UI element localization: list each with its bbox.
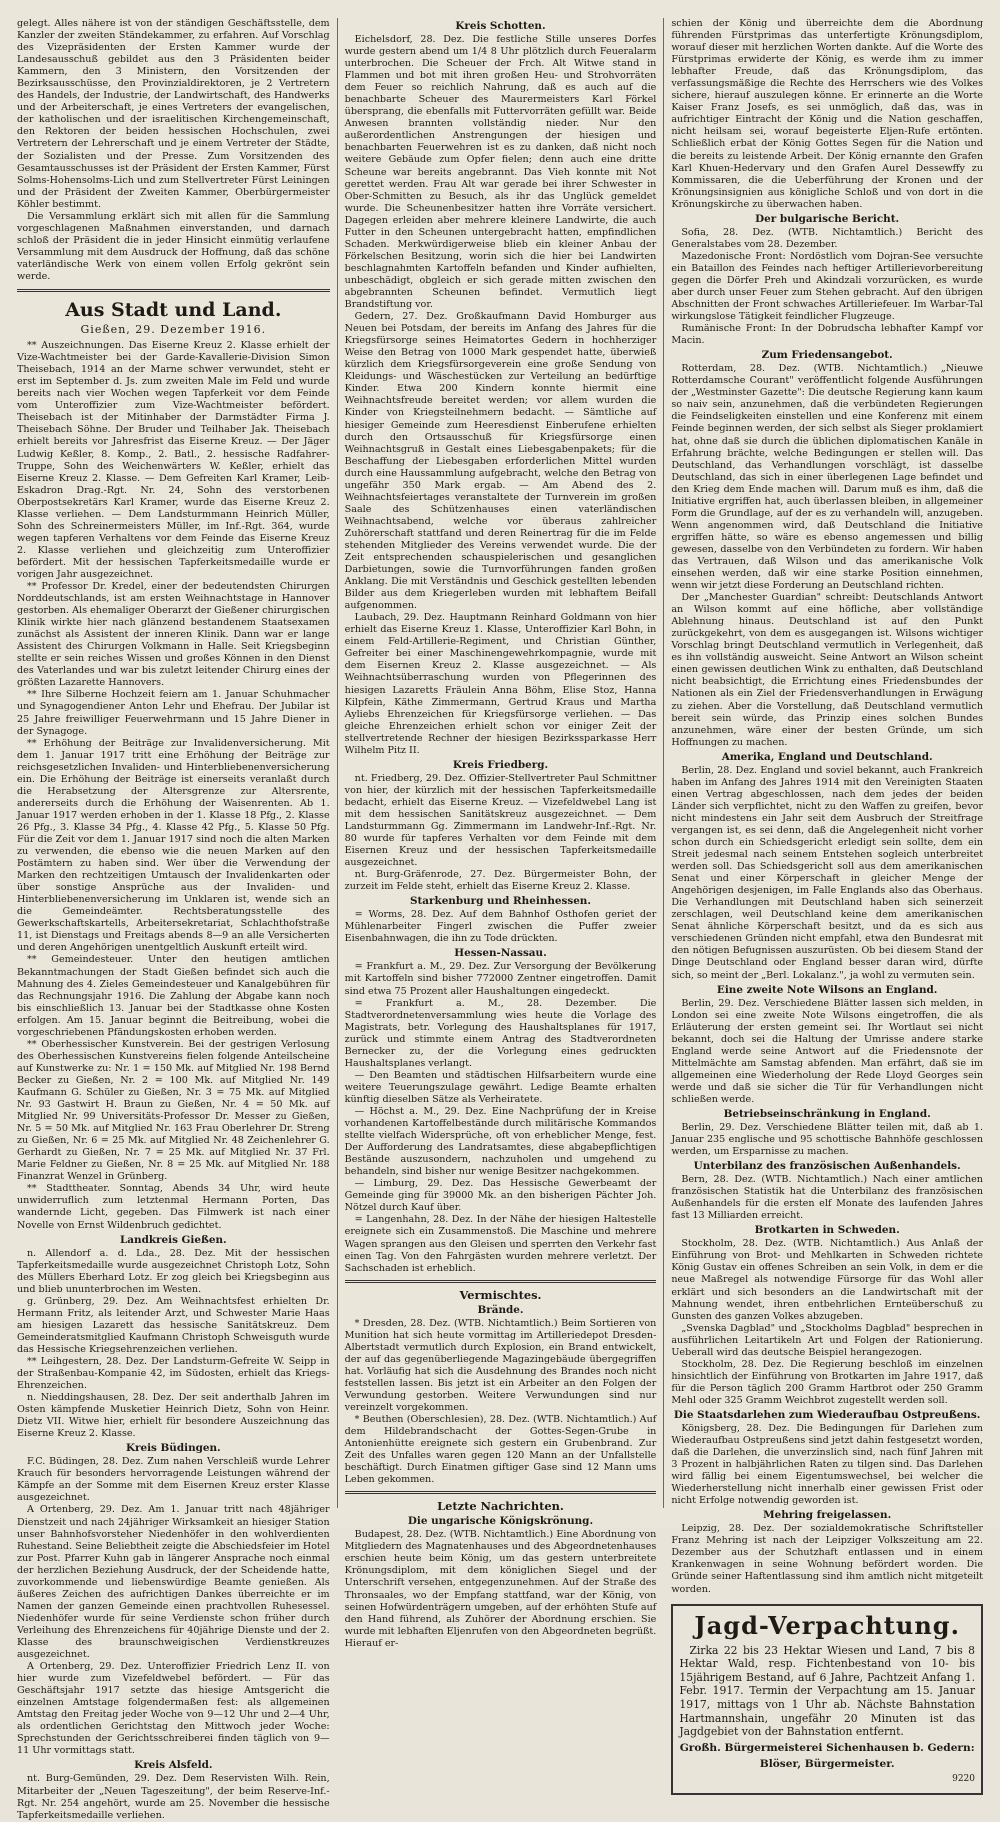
article-text: Eichelsdorf, 28. Dez. Die festliche Stille unseres Dorfes wurde gestern abend um 1/4 8 Uhr plötzlich durch Feueralarm unterbrochen. Die Scheuer der Frch. Alt Witwe stand in Flammen und bot mit ihren großen Heu- und Strohvorräten dem Feuer so reichlich Nahrung, daß es auch auf die benachbarte Scheuer des Maurermeisters Karl Förkel übersprang, die ebenfalls mit Futtervorräten gefüllt war. Beide Anwesen brannten vollständig nieder. Nur den außerordentlichen Anstrengungen der hiesigen und benachbarten Feuerwehren ist es zu danken, daß nicht noch weitere Gebäude zum Opfer fielen; denn auch eine dritte Scheune war bereits angebrannt. Das Vieh konnte mit Not gerettet werden. Frau Alt war gerade bei ihrer Schwester in Ober-Schmitten zu Besuch, als ihr das Unglück gemeldet wurde. Die Scheunenbesitzer hatten ihre Vorräte versichert. Dagegen erleiden aber mehrere kleinere Landwirte, die auch Futter in den Scheunen untergebracht hatten, empfindlichen Schaden. Merkwürdigerweise blieb ein kleiner Anbau der Förkelschen Besitzung, worin sich die hier bei Landwirten beschlagnahmten Kartoffeln befanden und Kinder aufhielten, unbeschädigt, obgleich er sich gerade mitten zwischen den abgebrannten Scheunen befindet. Vermutlich liegt Brandstiftung vor.: [344, 34, 657, 311]
article-text: A Ortenberg, 29. Dez. Unteroffizier Friedrich Lenz II. von hier wurde zum Vizefeldwebel befördert. — Für das Geschäftsjahr 1917 setzte das hiesige Amtsgericht die einzelnen Amtstage folgendermaßen fest: als allgemeinen Amtstag den Freitag jeder Woche von 9—12 Uhr und 2—4 Uhr, als ordentlichen Gerichtstag den Mittwoch jeder Woche: Sprechstunden der Gerichtsschreiberei finden täglich von 9—11 Uhr vormittags statt.: [17, 1661, 330, 1757]
subsection-heading: Kreis Friedberg.: [452, 758, 549, 771]
article-text: Sofia, 28. Dez. (WTB. Nichtamtlich.) Bericht des Generalstabes vom 28. Dezember.: [671, 226, 983, 250]
article-text: F.C. Büdingen, 28. Dez. Zum nahen Verschleiß wurde Lehrer Krauch für besonders hervorragende Leistungen während der Kämpfe an der Somme mit dem Eisernen Kreuz erster Klasse ausgezeichnet.: [17, 1456, 330, 1504]
article-text: Stockholm, 28. Dez. (WTB. Nichtamtlich.) Aus Anlaß der Einführung von Brot- und Mehlkarten in Schweden richtete König Gustav ein offenes Schreiben an sein Volk, in dem er die neue Maßregel als notwendige Fürsorge für das Wohl aller erklärt und sich besonders an die Landwirtschaft mit der Mahnung wendet, ihren entbehrlichen Ernteüberschuß zu Gunsten des ganzen Volkes abzugeben.: [671, 1238, 983, 1322]
article-text: Berlin, 29. Dez. Verschiedene Blätter lassen sich melden, in London sei eine zweite Note Wilsons eingetroffen, die als Erläuterung der ersten gemeint sei. Ihr Wortlaut sei nicht bekannt, doch sei die Haltung der Umrisse andere starke England werde seine Antwort auf die Friedensnote der Mittelmächte am Samstag abfenden. Man erfährt, daß sie im allgemeinen eine Wiederholung der Rede Lloyd Georges sein werde und daß sie sicher die Tür für Verhandlungen nicht schließen werde.: [671, 997, 983, 1105]
article-text: = Worms, 28. Dez. Auf dem Bahnhof Osthofen geriet der Mühlenarbeiter Fingerl zwischen die Puffer zweier Eisenbahnwagen, die ihn zu Tode drückten.: [344, 909, 657, 945]
article-text: n. Allendorf a. d. Lda., 28. Dez. Mit der hessischen Tapferkeitsmedaille wurde ausgezeichnet Christoph Lotz, Sohn des Müllers Eberhard Lotz. Er zog gleich bei Kriegsbeginn aus und blieb ununterbrochen im Westen.: [17, 1247, 330, 1295]
divider: [345, 1491, 657, 1494]
dateline: Gießen, 29. Dezember 1916.: [80, 323, 267, 337]
article-text: Stockholm, 28. Dez. Die Regierung beschloß im einzelnen hinsichtlich der Einführung von Brotkarten im Jahre 1917, daß für die Person täglich 200 Gramm Hartbrot oder 250 Gramm Mehl oder 325 Gramm Weichbrot zugestellt werden soll.: [671, 1358, 983, 1406]
divider: [345, 1280, 657, 1283]
article-text: = Langenhahn, 28. Dez. In der Nähe der hiesigen Haltestelle ereignete sich ein Zusammenstoß. Die Maschine und mehrere Wagen sprangen aus den Gleisen und sperrten den Verkehr fast einen Tag. Von den Fahrgästen wurden mehrere verletzt. Der Sachschaden ist erheblich.: [344, 1214, 657, 1274]
subsection-heading: Unterbilanz des französischen Außenhandels.: [693, 1160, 961, 1173]
ad-signature-name: Blöser, Bürgermeister.: [759, 1757, 895, 1770]
subsection-heading: Landkreis Gießen.: [119, 1233, 227, 1246]
subsection-heading: Zum Friedensangebot.: [761, 349, 893, 362]
article-text: = Frankfurt a. M., 29. Dez. Zur Versorgung der Bevölkerung mit Kartoffeln sind bisher 772000 Zentner eingetroffen. Damit sind etwa 75 Prozent aller Haushaltungen eingedeckt.: [344, 961, 657, 997]
article-text: A Ortenberg, 29. Dez. Am 1. Januar tritt nach 48jähriger Dienstzeit und nach 24jähriger Wirksamkeit an hiesiger Station unser Bahnhofsvorsteher Niedenhöfer in den wohlverdienten Ruhestand. Seine Beliebtheit zeigte die Abschiedsfeier im Hotel zur Post. Pfarrer Kuhn gab in längerer Ansprache noch einmal der herzlichen Beziehung Ausdruck, der der Scheidende hatte, zuvorkommende und liebenswürdige Beamte genießen. Als äußeres Zeichen des aufrichtigen Dankes überreichte er im Namen der ganzen Gemeinde einen prachtvollen Ruhesessel. Niedenhöfer wurde für seine Verdienste schon früher durch Verleihung des Ehrenzeichens für 40jährige Dienste und der 2. Klasse des braunschweigischen Verdienstkreuzes ausgezeichnet.: [17, 1504, 330, 1661]
column-3: [663, 18, 990, 1784]
article-text: * Dresden, 28. Dez. (WTB. Nichtamtlich.) Beim Sortieren von Munition hat sich heute vormittag im Artilleriedepot Dresden-Albertstadt vermutlich durch Explosion, ein Brand entwickelt, der auf das gegenüberliegende Magazingebäude übergegriffen hat. Vorläufig hat sich die Ausdehnung des Brandes noch nicht feststellen lassen. Bis jetzt ist ein Arbeiter an den Folgen der Verwundung gestorben. Weitere Verwundungen sind nur vereinzelt vorgekommen.: [344, 1317, 657, 1413]
ad-body: Zirka 22 bis 23 Hektar Wiesen und Land, 7 bis 8 Hektar Wald, resp. Fichtenbestand von 10- bis 15jährigem Bestand, auf 6 Jahre, Pachtzeit Anfang 1. Febr. 1917. Termin der Verpachtung am 15. Januar 1917, mittags von 1 Uhr ab. Nächste Bahnstation Hartmannshain, ungefähr 20 Minuten ist das Jagdgebiet von der Bahnstation entfernt.: [679, 1643, 975, 1739]
article-text: — Den Beamten und städtischen Hilfsarbeitern wurde eine weitere Teuerungszulage gewährt. Ledige Beamte erhalten künftig dieselben Sätze als Verheiratete.: [344, 1069, 657, 1105]
article-text: = Frankfurt a. M., 28. Dezember. Die Stadtverordnetenversammlung wies heute die Vorlage des Magistrats, betr. Vorlegung des Haushaltsplanes für 1917, zurück und stimmte einem Antrag des Stadtverordneten Bernecker zu, der die Vorlegung eines gedruckten Haushaltsplanes verlangt.: [344, 997, 657, 1069]
article-text: Bern, 28. Dez. (WTB. Nichtamtlich.) Nach einer amtlichen französischen Statistik hat die Unterbilanz des französischen Außenhandels für die ersten elf Monate des laufenden Jahres fast 13 Milliarden erreicht.: [671, 1174, 983, 1222]
columns: [10, 18, 990, 1821]
article-text: Gedern, 27. Dez. Großkaufmann David Homburger aus Neuen bei Potsdam, der bereits im Anfang des Jahres für die Kriegsfürsorge seines Heimatortes Gedern in hochherziger Weise den Betrag von 1000 Mark gespendet hatte, überwieß kürzlich dem Kriegsfürsorgeverein eine große Sendung von Kleidungs- und Wäschestücken zur Verteilung an bedürftige Kinder. Etwa 200 Kindern konnte hiermit eine Weihnachtsfreude bereitet werden; vor allem wurden die Kinder von Kriegsteilnehmern bedacht. — Sämtliche auf hiesiger Gemeinde zum Heeresdienst Einberufene erhielten durch den Ortsausschuß für Kriegsfürsorge einen Weihnachtsgruß in Gestalt eines Liebesgabenpakets; für die Beschaffung der Liebesgaben erforderlichen Mittel wurden durch eine Haussammlung aufgebracht, welche den Betrag von ungefähr 350 Mark ergab. — Am Abend des 2. Weihnachtsfeiertages veranstaltete der Turnverein im großen Saale des Schützenhauses einen vaterländischen Weihnachtsabend, welche vor überaus zahlreicher Zuhörerschaft stattfand und deren Reinertrag für die im Felde stehenden Mitglieder des Vereins verwendet wurde. Die der Zeit entsprechenden schauspielerischen und gesanglichen Darbietungen, sowie die Turnvorführungen fanden großen Anklang. Die mit Verständnis und Geschick gestellten lebenden Bilder aus dem Kriegerleben wurden mit lebhaftem Beifall aufgenommen.: [344, 311, 657, 612]
article-text: g. Grünberg, 29. Dez. Am Weihnachtsfest erhielten Dr. Hermann Fritz, als leitender Arzt, und Schwester Marie Haas am hiesigen Lazarett das hessische Sanitätskreuz. Dem Gemeinderatsmitglied Kaufmann Christoph Schweisguth wurde das Hessische Kriegsehrenzeichen verliehen.: [17, 1295, 330, 1355]
advertisement-box: [671, 1604, 983, 1795]
article-text: n. Nieddingshausen, 28. Dez. Der seit anderthalb Jahren im Osten kämpfende Musketier Heinrich Dietz, Sohn von Heinr. Dietz VII. Witwe hier, erhielt für besondere Auszeichnung das Eiserne Kreuz 2. Klasse.: [17, 1392, 330, 1440]
article-text: nt. Burg-Gräfenrode, 27. Dez. Bürgermeister Bohn, der zurzeit im Felde steht, erhielt das Eiserne Kreuz 2. Klasse.: [344, 869, 657, 893]
ad-title: Jagd-Verpachtung.: [694, 1610, 960, 1640]
subsection-heading: Der bulgarische Bericht.: [755, 212, 900, 225]
article-text: Rotterdam, 28. Dez. (WTB. Nichtamtlich.) „Nieuwe Rotterdamsche Courant" veröffentlicht folgende Ausführungen der „Westminster Gazette": Die deutsche Regierung kann kaum so naiv sein, anzunehmen, daß die verbündeten Regierungen die Feindseligkeiten einstellen und eine Konferenz mit einem Feinde beginnen werden, der sich selbst als Sieger proklamiert hat, ohne daß sie durch die üblichen diplomatischen Kanäle in Erfahrung brächte, welche Bedingungen er stellen will. Das Deutschland, das Verhandlungen vorschlägt, ist dasselbe Deutschland, das sich in einer überlegenen Lage befindet und den Krieg dem Ende machen will. Darum muß es ihm, daß die Initiative ergriffen hat, auch überlassen bleiben, in allgemeiner Form die Grundlage, auf der es zu verhandeln will, anzugeben. Wenn angenommen wird, daß Deutschland die Initiative ergriffen hätte, so wäre es ebenso angemessen und billig gewesen, dasselbe von den Verbündeten zu fordern. Wir haben das Vertrauen, daß Wilson und das amerikanische Volk einsehen werden, daß wir eine starke Position einnehmen, wenn wir jetzt diese Forderung an Deutschland richten.: [671, 363, 983, 592]
article-text: — Höchst a. M., 29. Dez. Eine Nachprüfung der in Kreise vorhandenen Kartoffelbestände durch militärische Kommandos stellte vielfach Widersprüche, oft von erheblicher Menge, fest. Der Aufforderung des Landratsamtes, diese abgabepflichtigen Bestände auszusondern, nachzuholen und umgehend zu behandeln, sind bisher nur wenige Besitzer nachgekommen.: [344, 1105, 657, 1178]
article-text: ** Stadttheater. Sonntag, Abends 34 Uhr, wird heute unwiderruflich zum letztenmal Hermann Porten, Das wandernde Licht, gegeben. Das Filmwerk ist nach einer Novelle von Ernst Wildenbruch gedichtet.: [17, 1183, 330, 1231]
article-text: schien der König und überreichte dem die Abordnung führenden Fürstprimas das unterfertigte Krönungsdiplom, worauf dieser mit herzlichen Worten dankte. Auf die Worte des Fürstprimas erwiderte der König, es werde ihm zu immer lebhafter Freude, daß das Krönungsdiplom, das verfassungsmäßige die Rechte des Herrschers wie des Volkes sichere, hierauf auszulegen könne. Er erinnerte an die Worte Kaiser Franz Josefs, es sei unmöglich, daß das, was in aufrichtiger Eintracht der König und die Nation geschaffen, nicht heilsam sei, worauf begeisterte Eljen-Rufe ertönten. Schließlich erbat der König Gottes Segen für die Nation und die bereits zu leistende Arbeit. Der König ernannte den Grafen Karl Khuen-Hedervary und den Grafen Aurel Dessewffy zu Kommissaren, die die Ueberführung der Kronen und der Krönungsinsignien aus königliche Schloß und von dort in die Krönungskirche zu überwachen haben.: [671, 18, 983, 210]
article-text: ** Erhöhung der Beiträge zur Invalidenversicherung. Mit dem 1. Januar 1917 tritt eine Erhöhung der Beiträge zur reichsgesetzlichen Invaliden- und Hinterbliebenenversicherung ein. Die Erhöhung der Beiträge ist einerseits veranlaßt durch die Herabsetzung der Altersgrenze zur Altersrente, andererseits durch die Erhöhung der Waisenrenten. Ab 1. Januar 1917 werden erhoben in der 1. Klasse 18 Pfg., 2. Klasse 26 Pfg., 3. Klasse 34 Pfg., 4. Klasse 42 Pfg., 5. Klasse 50 Pfg. Für die Zeit vor dem 1. Januar 1917 sind noch die alten Marken zu verwenden, die ebenso wie die neuen Marken auf den Postämtern zu haben sind. Wer über die Verwendung der Marken den rechtzeitigen Umtausch der Invalidenkarten oder über sonstige Ansprüche aus der Invaliden- und Hinterbliebenenversicherung im Unklaren ist, wende sich an die Gemeindeämter. Rechtsberatungsstelle des Gewerkschaftskartells, Arbeitersekretariat, Schlachthofstraße 11, ist Dienstags und Freitags abends 8—9 an alle Versicherten und deren Angehörigen unentgeltlich Auskunft erteilt wird.: [17, 737, 330, 954]
article-text: Der „Manchester Guardian" schreibt: Deutschlands Antwort an Wilson kommt auf eine höfliche, aber vollständige Ablehnung hinaus. Deutschland ist auf den Punkt zurückgekehrt, von dem es ausgegangen ist. Wilsons wichtiger Vorschlag bringt Deutschland vermutlich in Verlegenheit, daß es ihn vollständig ausweicht. Seine Antwort an Wilson scheint einen gewissen deutlichen Wink zu enthalten, daß Deutschland nicht beabsichtigt, die Errichtung eines Friedensbundes der Nationen als ein Ziel der Friedensverhandlungen in Erwägung zu ziehen. Aber die Vorstellung, daß Deutschland vermutlich bereit sein würde, das Prinzip eines solchen Bundes anzunehmen, wäre einer der besten Gründe, um sich Hoffnungen zu machen.: [671, 592, 983, 748]
subsection-heading: Kreis Schotten.: [455, 20, 546, 32]
article-text: ** Leihgestern, 28. Dez. Der Landsturm-Gefreite W. Seipp in der Straßenbau-Kompanie 42, im Südosten, erhielt das Kriegs-Ehrenzeichen.: [17, 1355, 330, 1392]
article-text: ** Gemeindesteuer. Unter den heutigen amtlichen Bekanntmachungen der Stadt Gießen befindet sich auch die Mahnung des 4. Zieles Gemeindesteuer und Kanalgebühren für das Rechnungsjahr 1916. Die Zahlung der Abgabe kann noch bis einschließlich 13. Januar bei der Stadtkasse ohne Kosten erfolgen. Am 15. Januar beginnt die Beitreibung, wobei die vorgeschriebenen Pfändungskosten erhoben werden.: [17, 954, 330, 1038]
subsection-heading: Betriebseinschränkung in England.: [723, 1107, 931, 1120]
article-text: — Limburg, 29. Dez. Das Hessische Gewerbeamt der Gemeinde ging für 39000 Mk. an den bisherigen Pächter Joh. Nötzel durch Kauf über.: [344, 1178, 657, 1214]
column-1: [10, 18, 337, 1821]
article-text: Leipzig, 28. Dez. Der sozialdemokratische Schriftsteller Franz Mehring ist nach der Leipziger Volkszeitung am 22. Dezember aus der Schutzhaft entlassen und in einem Krankenwagen in seine Wohnung befördert worden. Die Gründe seiner Haftentlassung sind ihm amtlich nicht mitgeteilt worden.: [671, 1523, 983, 1595]
section-heading: Vermischtes.: [459, 1287, 542, 1302]
article-text: nt. Burg-Gemünden, 29. Dez. Dem Reservisten Wilh. Rein, Mitarbeiter der „Neuen Tageszeitung", der beim Reserve-Inf.-Rgt. Nr. 254 angehört, wurde am 25. November die hessische Tapferkeitsmedaille verliehen.: [17, 1773, 330, 1821]
article-text: Budapest, 28. Dez. (WTB. Nichtamtlich.) Eine Abordnung von Mitgliedern des Magnatenhauses und des Abgeordnetenhauses erschien heute beim König, um das gestern unterbreitete Krönungsdiplom, mit dem königlichen Siegel und der Unterschrift versehen, entgegenzunehmen. Auf der Straße des Thronsaales, wo der Empfang stattfand, war der König, von seinen Hofwürdenträgern umgeben, auf der erhöhten Stufe auf den Hand führend, als Zuhörer der Abordnung erschien. Sie wurde mit lebhaften Eljenrufen von den Abgeordneten begrüßt. Hierauf er-: [344, 1529, 657, 1649]
column-2: [337, 18, 664, 1649]
subsection-heading: Kreis Alsfeld.: [134, 1759, 213, 1772]
article-text: Rumänische Front: In der Dobrudscha lebhafter Kampf vor Macin.: [671, 323, 983, 347]
section-heading: Letzte Nachrichten.: [437, 1499, 564, 1514]
article-text: Laubach, 29. Dez. Hauptmann Reinhard Goldmann von hier erhielt das Eiserne Kreuz 1. Klasse, Unteroffizier Karl Bohn, in einem Feld-Artillerie-Regiment, und Christian Günther, Gefreiter bei einer Maschinengewehrkompagnie, wurde mit dem Eisernen Kreuz 2. Klasse ausgezeichnet. — Als Weihnachtsüberraschung wurden von Pflegerinnen des hiesigen Lazaretts Fräulein Anna Böhm, Elise Stoz, Hanna Kilpfein, Käthe Zimmermann, Gertrud Kraus und Martha Ayliebs Ehrenzeichen für Kriegsfürsorge verliehen. — Das gleiche Ehrenzeichen erhielt schon vor einiger Zeit der stellvertretende Rechner der hiesigen Bezirkssparkasse Herr Wilhelm Pitz II.: [344, 612, 657, 756]
subsection-heading: Kreis Büdingen.: [125, 1442, 221, 1455]
subsection-heading: Hessen-Nassau.: [454, 947, 547, 960]
subsection-heading: Brotkarten in Schweden.: [754, 1224, 900, 1237]
article-text: Berlin, 29. Dez. Verschiedene Blätter teilen mit, daß ab 1. Januar 235 englische und 95 schottische Bahnhöfe geschlossen werden, um Ersparnisse zu machen.: [671, 1121, 983, 1158]
section-title: Aus Stadt und Land.: [17, 289, 330, 322]
article-text: ** Auszeichnungen. Das Eiserne Kreuz 2. Klasse erhielt der Vize-Wachtmeister bei der Garde-Kavallerie-Division Simon Theisebach, 1914 an der Marne schwer verwundet, steht er erst im September d. Js. zum zweiten Male im Feld und wurde bereits nach vier Wochen wegen Tapferkeit vor dem Feinde vom Unteroffizier zum Vize-Wachtmeister befördert. Theisebach ist der Mitinhaber der Darmstädter Firma J. Theisebach Söhne. Der Bruder und Teilhaber Jak. Theisebach erhielt bereits vor Jahresfrist das Eiserne Kreuz. — Der Jäger Ludwig Keßler, 8. Komp., 2. Batl., 2. hessische Radfahrer-Truppe, Sohn des Weichenwärters W. Keßler, erhielt das Eiserne Kreuz 2. Klasse. — Dem Gefreiten Karl Kramer, Leib-Eskadron Drag.-Rgt. Nr. 24, Sohn des verstorbenen Oberpostsekretärs Karl Kramer, wurde das Eiserne Kreuz 2. Klasse verliehen. — Dem Landsturmmann Heinrich Müller, Sohn des Schreinermeisters Müller, im Inf.-Rgt. 364, wurde wegen tapferen Verhaltens vor dem Feinde das Eiserne Kreuz 2. Klasse verliehen und gleichzeitig zum Unteroffizier befördert. Mit der hessischen Tapferkeitsmedaille wurde er vorigen Jahr ausgezeichnet.: [17, 340, 330, 580]
article-text: Die Versammlung erklärt sich mit allen für die Sammlung vorgeschlagenen Maßnahmen einverstanden, und darnach schloß der Präsident die in jeder Hinsicht einmütig verlaufene Versammlung mit dem Ausdruck der Hoffnung, daß das schöne vaterländische Werk von einem vollen Erfolg gekrönt sein werde.: [17, 210, 330, 282]
subsection-heading: Starkenburg und Rheinhessen.: [409, 895, 591, 908]
subsection-heading: Mehring freigelassen.: [763, 1509, 892, 1522]
article-text: Mazedonische Front: Nordöstlich vom Dojran-See versuchte ein Bataillon des Feindes nach heftiger Artillerievorbereitung gegen die Dörfer Preh und Akindzali vorzurücken, es wurde aber durch unser Feuer zum Stehen gebracht. Auf den übrigen Abschnitten der Front schwaches Artilleriefeuer. Im Warbar-Tal wirkungslose Tätigkeit feindlicher Flugzeuge.: [671, 250, 983, 323]
article-text: ** Oberhessischer Kunstverein. Bei der gestrigen Verlosung des Oberhessischen Kunstvereins fielen folgende Anteilscheine auf Kunstwerke zu: Nr. 1 = 150 Mk. auf Mitglied Nr. 198 Bernd Becker zu Gießen, Nr. 2 = 100 Mk. auf Mitglied Nr. 149 Kaufmann G. Schüler zu Gießen, Nr. 3 = 75 Mk. auf Mitglied Nr. 93 Gastwirt H. Braun zu Gießen, Nr. 4 = 50 Mk. auf Mitglied Nr. 99 Universitäts-Professor Dr. Messer zu Gießen, Nr. 5 = 50 Mk. auf Mitglied Nr. 163 Frau Oberlehrer Dr. Streng zu Gießen, Nr. 6 = 25 Mk. auf Mitglied Nr. 48 Zeichenlehrer G. Gerhardt zu Gießen, Nr. 7 = 25 Mk. auf Mitglied Nr. 37 Frl. Marie Feldner zu Gießen, Nr. 8 = 25 Mk. auf Mitglied Nr. 188 Finanzrat Wenzel in Grünberg.: [17, 1038, 330, 1183]
subsection-heading: Eine zweite Note Wilsons an England.: [716, 983, 938, 996]
subsection-heading: Amerika, England und Deutschland.: [721, 750, 933, 763]
article-text: Königsberg, 28. Dez. Die Bedingungen für Darlehen zum Wiederaufbau Ostpreußens sind jetzt dahin festgesetzt worden, daß die Darlehen, die unverzinslich sind, nach fünf Jahren mit 3 Prozent in halbjährlichen Raten zu tilgen sind. Das Darlehen wird fällig bei einem Eigentumswechsel, bei welcher die Wiederherstellung nicht innerhalb einer gewissen Frist oder nicht Erfolge notwendig geworden ist.: [671, 1422, 983, 1507]
subsection-heading: Die ungarische Königskrönung.: [407, 1515, 594, 1528]
subsection-heading: Brände.: [477, 1303, 524, 1316]
article-text: ** Ihre Silberne Hochzeit feiern am 1. Januar Schuhmacher und Synagogendiener Anton Lehr und Ehefrau. Der Jubilar ist 25 Jahre freiwilliger Feuerwehrmann und 15 Jahre Diener in der Synagoge.: [17, 689, 330, 737]
subsection-heading: Die Staatsdarlehen zum Wiederaufbau Ostpreußens.: [673, 1408, 981, 1421]
article-text: ** Professor Dr. Kredel, einer der bedeutendsten Chirurgen Norddeutschlands, ist am ersten Weihnachtstage in Hannover gestorben. Als ehemaliger Oberarzt der Gießener chirurgischen Klinik wirkte hier nach glänzend bestandenem Staatsexamen zunächst als Assistent der inneren Klinik. Dann war er lange Assistent des Chirurgen Volkmann in Halle. Seit Kriegsbeginn stellte er sein reiches Wissen und großes Können in den Dienst des Vaterlandes und war bis zuletzt leitender Chirurg eines der größten Lazarette Hannovers.: [17, 581, 330, 689]
ad-code: 9220: [952, 1773, 975, 1784]
ad-signature-office: Großh. Bürgermeisterei Sichenhausen b. Gedern:: [679, 1741, 975, 1754]
article-text: * Beuthen (Oberschlesien), 28. Dez. (WTB. Nichtamtlich.) Auf dem Hildebrandschacht der Gottes-Segen-Grube in Antonienhütte ereignete sich gestern ein Grubenbrand. Zur Zeit des Unfalles waren gegen 120 Mann an der Unfallstelle beschäftigt. Durch Einatmen giftiger Gase sind 12 Mann ums Leben gekommen.: [344, 1414, 657, 1486]
article-text: gelegt. Alles nähere ist von der ständigen Geschäftsstelle, dem Kanzler der zweiten Ständekammer, zu erfahren. Auf Vorschlag des Vizepräsidenten der Ersten Kammer wurde der Landesausschuß gebildet aus den 3 Präsidenten beider Kammern, den 3 Ministern, den Vorsitzenden der Bezirksausschüsse, den Provinzialdirektoren, je 2 Vertretern des Handels, der Industrie, der Landwirtschaft, des Handwerks und der Arbeiterschaft, je eines Vertreters der evangelischen, der katholischen und der israelitischen Kirchengemeinschaft, den Rektoren der beiden hessischen Hochschulen, zwei Vertretern der Lehrerschaft und je einem Vertreter der Städte, der Sozialisten und der Presse. Zum Vorsitzenden des Gesamtausschusses ist der Präsident der Ersten Kammer, Fürst Solms-Hohensolms-Lich und zum Stellvertreter Fürst Leiningen und der Präsident der Zweiten Kammer, Oberbürgermeister Köhler bestimmt.: [17, 18, 330, 210]
article-text: „Svenska Dagblad" und „Stockholms Dagblad" besprechen in ausführlichen Leitartikeln Art und Folgen der Rationierung. Ueberall wird das deutsche Beispiel herangezogen.: [671, 1322, 983, 1358]
article-text: nt. Friedberg, 29. Dez. Offizier-Stellvertreter Paul Schmittner von hier, der kürzlich mit der hessischen Tapferkeitsmedaille bedacht, erhielt das Eiserne Kreuz. — Vizefeldwebel Lang ist mit dem hessischen Sanitätskreuz ausgezeichnet. — Dem Landsturmmann Gg. Zimmermann im Landwehr-Inf.-Rgt. Nr. 80 wurde für tapferes Verhalten vor dem Feinde mit dem Eisernen Kreuz und der hessischen Tapferkeitsmedaille ausgezeichnet.: [344, 772, 657, 869]
article-text: Berlin, 28. Dez. England und soviel bekannt, auch Frankreich haben im Anfang des Jahres 1914 mit den Vereinigten Staaten einen Vertrag abgeschlossen, nach dem jedes der beiden Länder sich verpflichtet, nicht zu den Waffen zu greifen, bevor nicht mindestens ein Jahr seit dem Ausbruch der Streitfrage vergangen ist, es sei denn, daß die Angelegenheit nicht vorher schon durch ein Schiedsgericht erledigt sein sollte, dem ein Streit jedesmal nach seinem Entstehen sogleich unterbreitet werden soll. Das Schiedsgericht soll aus dem amerikanischen Senat und einer Körperschaft in gleicher Menge der Angehörigen desjenigen, im Falle Englands also das Oberhaus. Die Verhandlungen mit Deutschland haben sich seinerzeit zerschlagen, weil Deutschland keine dem amerikanischen Senat ähnliche Körperschaft besitzt, und da es sich aus verschiedenen Gründen nicht empfahl, etwa den Bundesrat mit den nötigen Befugnissen auszurüsten. Ob bei diesem Stand der Dinge Deutschland oder England besser daran wird, dürfte sich, so meint der „Berl. Lokalanz.", ja wohl zu vermuten sein.: [671, 764, 983, 981]
